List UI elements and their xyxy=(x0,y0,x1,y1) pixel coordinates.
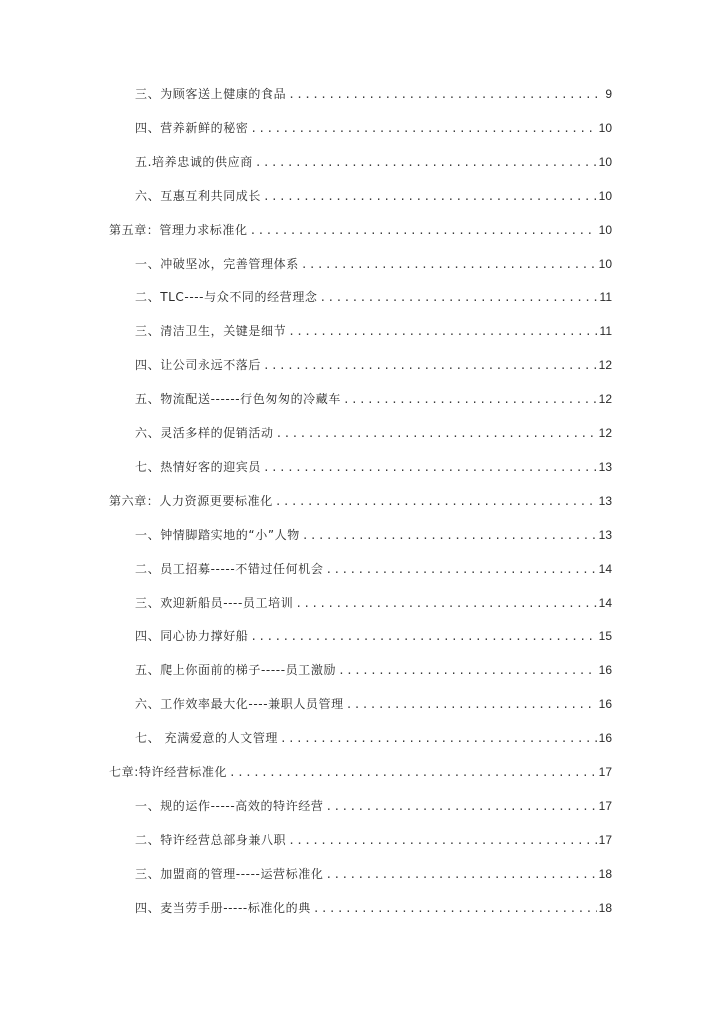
toc-dot-leader xyxy=(325,797,596,817)
toc-page-number: 10 xyxy=(598,154,612,169)
toc-page-number: 12 xyxy=(598,426,612,440)
toc-dot-leader xyxy=(280,729,597,749)
toc-entry-title: 五.培养忠诚的供应商 xyxy=(135,154,253,169)
toc-section-entry xyxy=(135,287,612,307)
toc-dot-leader xyxy=(295,594,596,614)
toc-entry-title: 一、冲破坚冰，完善管理体系 xyxy=(135,256,299,271)
toc-entry-title: 三、清洁卫生，关键是细节 xyxy=(135,324,287,339)
toc-page-number: 17 xyxy=(598,765,612,779)
toc-dot-leader xyxy=(263,356,597,376)
toc-entry-title: 七、热情好客的迎宾员 xyxy=(135,459,262,474)
toc-chapter-entry xyxy=(109,762,612,782)
toc-entry-title: 六、互惠互利共同成长 xyxy=(135,188,262,203)
toc-page-number: 10 xyxy=(598,256,612,271)
toc-page-number: 16 xyxy=(598,663,612,678)
toc-page-number: 16 xyxy=(598,697,612,712)
toc-entry-title: 六、工作效率最大化----兼职人员管理 xyxy=(135,697,344,712)
toc-page-number: 17 xyxy=(598,832,612,847)
toc-entry-title: 四、麦当劳手册-----标准化的典 xyxy=(135,900,311,915)
toc-section-entry xyxy=(135,864,612,884)
toc-page-number: 13 xyxy=(598,493,612,508)
toc-section-entry xyxy=(135,660,612,680)
toc-entry-title: 五、物流配送------行色匆匆的冷藏车 xyxy=(135,392,341,407)
toc-section-entry xyxy=(135,355,612,375)
toc-page-number: 10 xyxy=(598,222,612,237)
toc-section-entry xyxy=(135,525,612,545)
toc-page-number: 18 xyxy=(598,900,612,915)
toc-dot-leader xyxy=(302,526,597,546)
toc-section-entry xyxy=(135,898,612,918)
toc-dot-leader xyxy=(263,187,597,207)
toc-entry-title: 三、为顾客送上健康的食品 xyxy=(135,87,287,101)
toc-dot-leader xyxy=(276,424,597,444)
toc-page-number: 13 xyxy=(598,459,612,474)
toc-page-number: 10 xyxy=(598,188,612,203)
toc-entry-title: 七章:特许经营标准化 xyxy=(109,765,228,779)
toc-entry-title: 三、欢迎新船员----员工培训 xyxy=(135,595,294,610)
toc-page-number: 10 xyxy=(598,120,612,135)
toc-chapter-entry xyxy=(109,491,612,511)
toc-dot-leader xyxy=(288,322,597,342)
toc-entry-title: 二、特许经营总部身兼八职 xyxy=(135,832,287,847)
toc-dot-leader xyxy=(250,627,596,647)
toc-page-number: 16 xyxy=(598,731,612,746)
toc-page-number: 17 xyxy=(598,798,612,813)
toc-section-entry xyxy=(135,559,612,579)
toc-dot-leader xyxy=(229,763,597,783)
toc-page-number: 11 xyxy=(599,290,612,305)
toc-page-number: 12 xyxy=(598,358,612,373)
toc-section-entry xyxy=(135,728,612,748)
toc-entry-title: 二、TLC----与众不同的经营理念 xyxy=(135,290,318,305)
toc-section-entry xyxy=(135,694,612,714)
toc-page-number: 14 xyxy=(598,561,612,576)
toc-section-entry xyxy=(135,84,612,104)
toc-dot-leader xyxy=(325,865,596,885)
toc-dot-leader xyxy=(250,221,597,241)
toc-dot-leader xyxy=(288,831,596,851)
toc-dot-leader xyxy=(346,695,597,715)
toc-section-entry xyxy=(135,423,612,443)
toc-section-entry xyxy=(135,321,612,341)
toc-section-entry xyxy=(135,626,612,646)
toc-dot-leader xyxy=(338,661,597,681)
toc-dot-leader xyxy=(343,390,597,410)
toc-page-number: 11 xyxy=(599,324,612,339)
toc-entry-title: 二、员工招募-----不错过任何机会 xyxy=(135,561,324,576)
toc-entry-title: 第六章：人力资源更要标准化 xyxy=(109,493,273,508)
toc-page-number: 18 xyxy=(598,866,612,881)
toc-page-number: 12 xyxy=(598,392,612,407)
toc-entry-title: 三、加盟商的管理-----运营标准化 xyxy=(135,866,324,881)
toc-page-number: 9 xyxy=(605,87,612,101)
toc-entry-title: 四、同心协力撑好船 xyxy=(135,629,249,644)
toc-page-number: 13 xyxy=(598,527,612,542)
toc-chapter-entry xyxy=(109,220,612,240)
toc-section-entry xyxy=(135,254,612,274)
toc-entry-title: 四、营养新鲜的秘密 xyxy=(135,120,249,135)
toc-entry-title: 四、让公司永远不落后 xyxy=(135,358,262,373)
toc-section-entry xyxy=(135,152,612,172)
toc-section-entry xyxy=(135,593,612,613)
toc-entry-title: 一、钟情脚踏实地的“小”人物 xyxy=(135,527,300,542)
toc-dot-leader xyxy=(263,458,597,478)
toc-entry-title: 六、灵活多样的促销活动 xyxy=(135,426,274,440)
toc-section-entry xyxy=(135,118,612,138)
toc-page-number: 15 xyxy=(598,629,612,644)
toc-page-number: 14 xyxy=(598,595,612,610)
toc-section-entry xyxy=(135,796,612,816)
toc-section-entry xyxy=(135,830,612,850)
toc-dot-leader xyxy=(313,899,597,919)
toc-dot-leader xyxy=(255,153,597,173)
toc-entry-title: 一、规的运作-----高效的特许经营 xyxy=(135,798,324,813)
toc-section-entry xyxy=(135,457,612,477)
toc-section-entry xyxy=(135,389,612,409)
toc-dot-leader xyxy=(325,560,596,580)
toc-dot-leader xyxy=(250,119,596,139)
toc-entry-title: 五、爬上你面前的梯子-----员工激励 xyxy=(135,663,337,678)
toc-entry-title: 第五章：管理力求标准化 xyxy=(109,222,248,237)
toc-section-entry xyxy=(135,186,612,206)
toc-dot-leader xyxy=(275,492,597,512)
toc-dot-leader xyxy=(288,85,603,105)
toc-dot-leader xyxy=(301,255,597,275)
toc-dot-leader xyxy=(320,288,598,308)
toc-entry-title: 七、 充满爱意的人文管理 xyxy=(135,731,279,746)
